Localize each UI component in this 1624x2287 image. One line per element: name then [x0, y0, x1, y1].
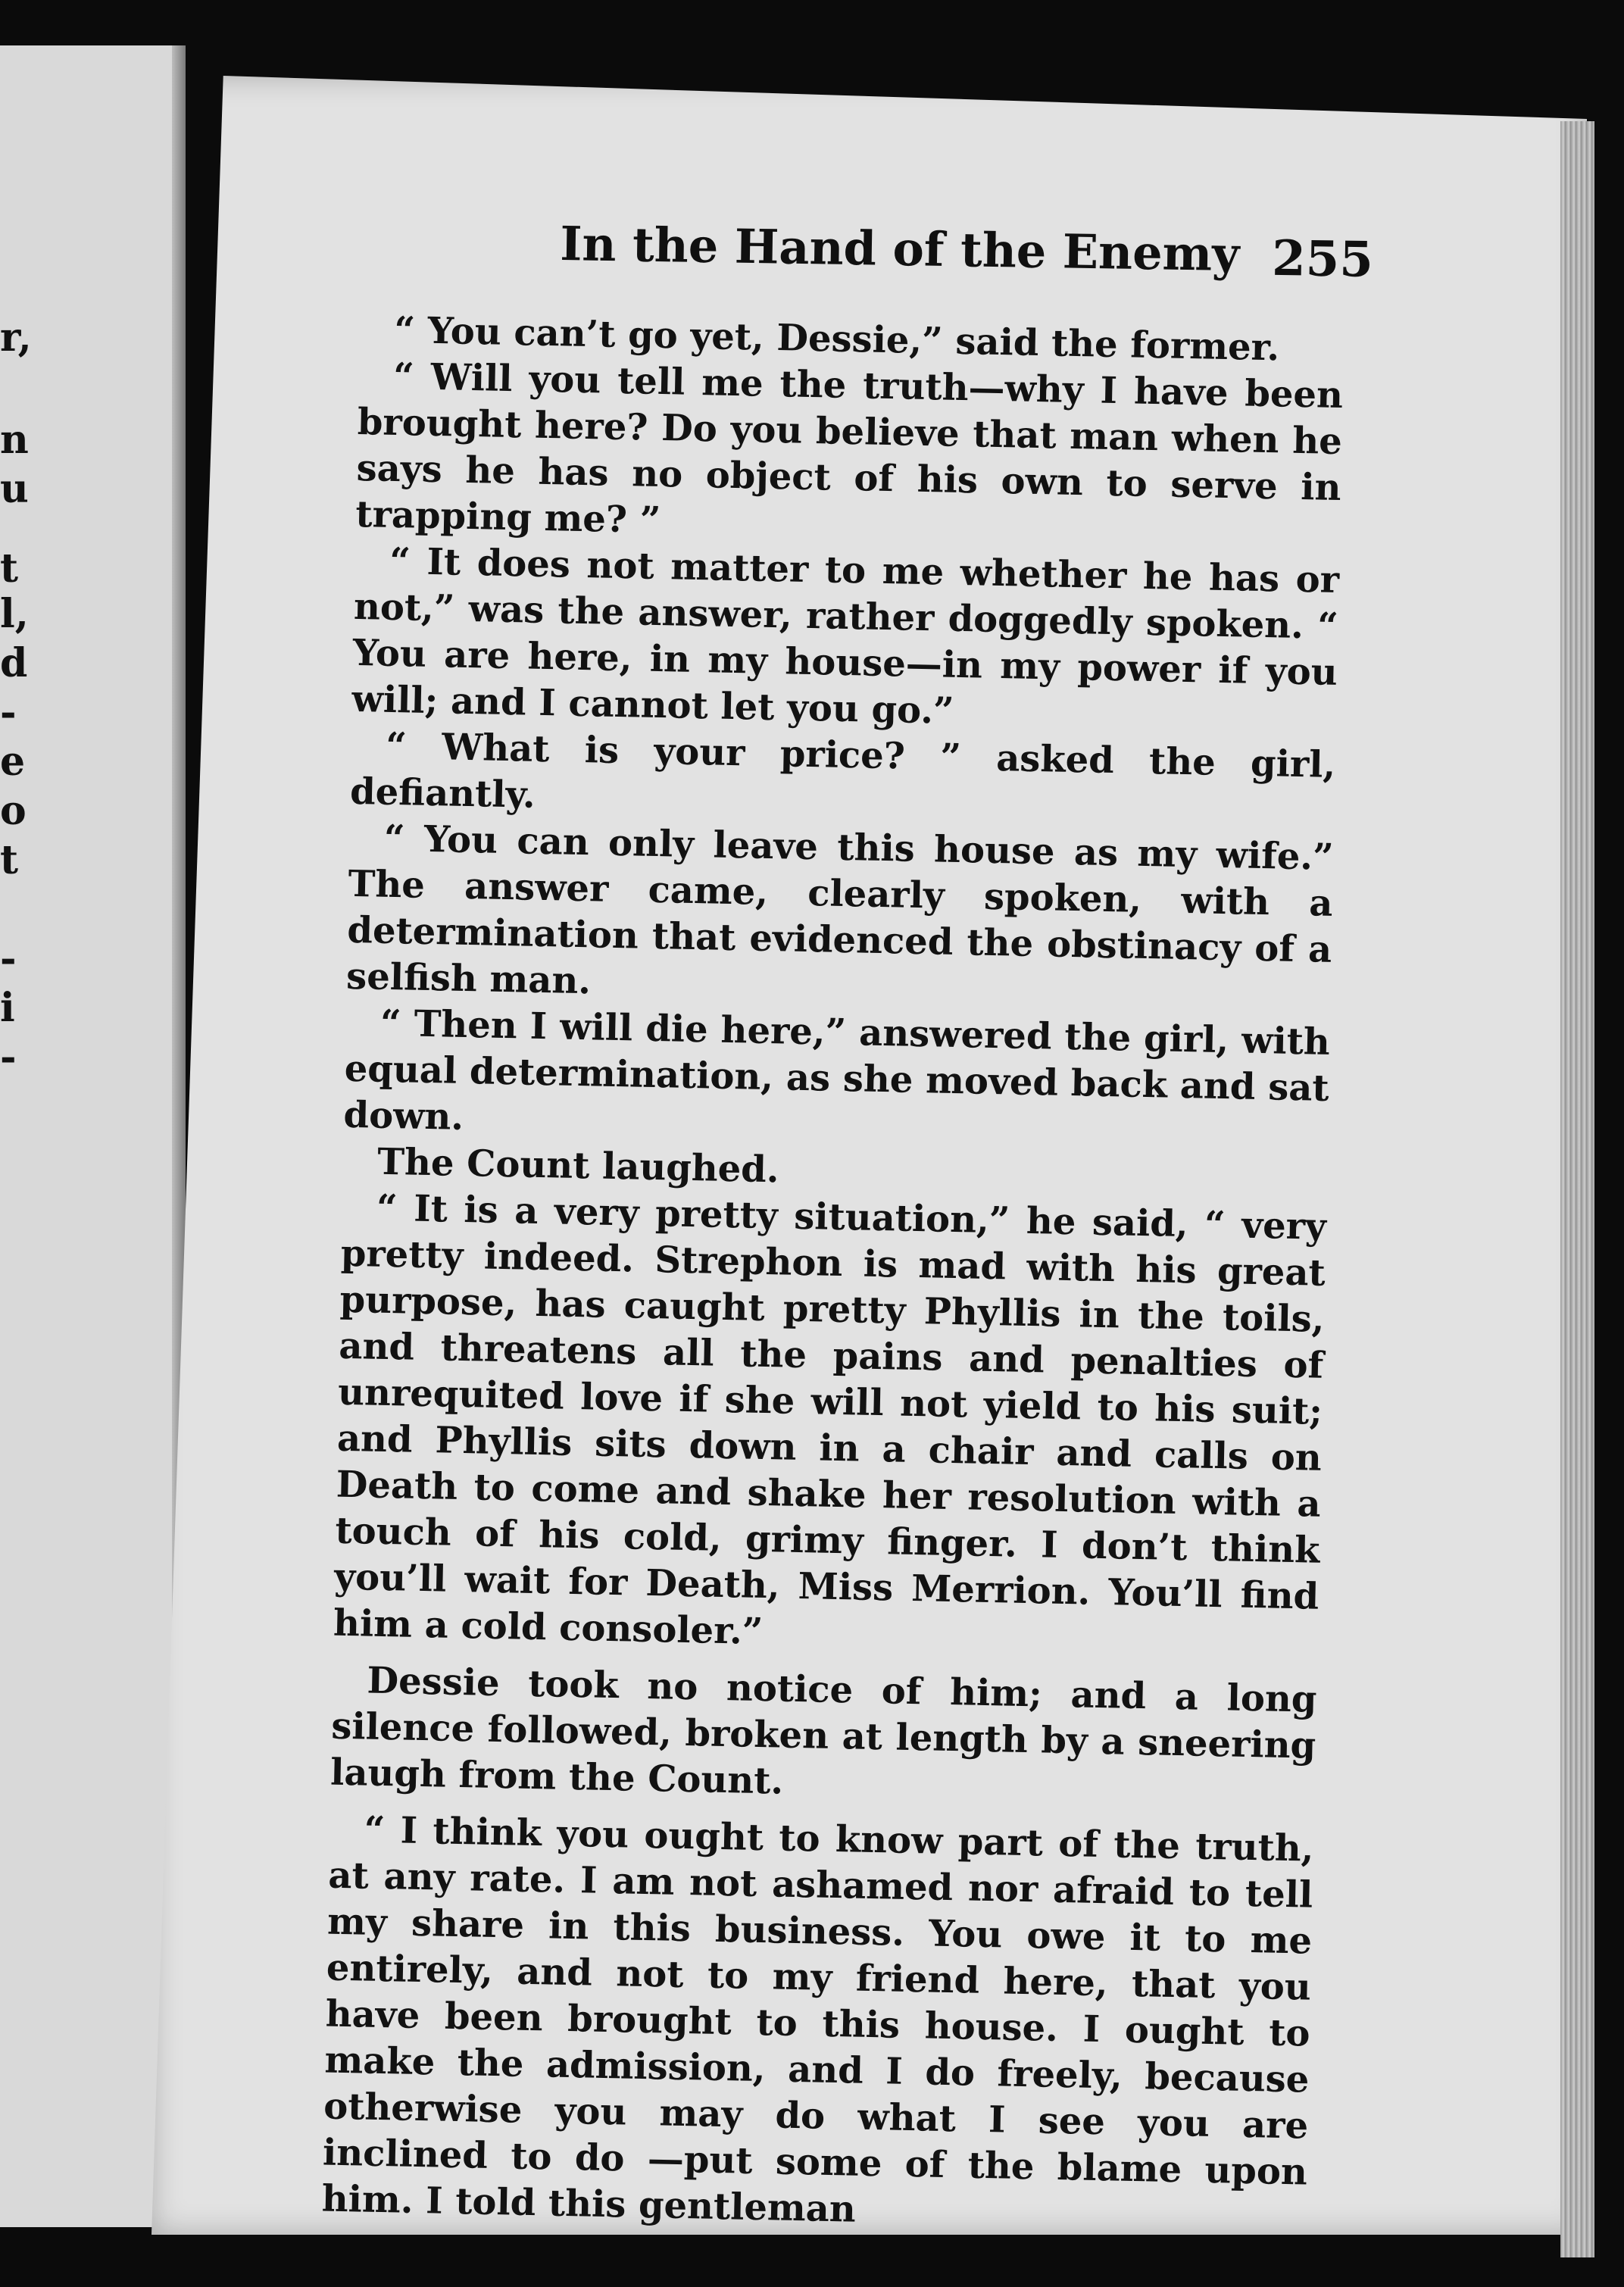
paragraph: “ What is your price? ” asked the girl, defiantly. [349, 724, 1336, 817]
left-page-fragment: l, [0, 591, 29, 637]
paragraph: “ You can only leave this house as my wife.” The answer came, clearly spoken, with a determination that evidenced the obstinacy of a selfish man. [345, 817, 1335, 1003]
paragraph: “ Will you tell me the truth—why I have been brought here? Do you believe that man when he says he has no object of his own to serve in trapping me? ” [354, 355, 1344, 542]
left-page-fragment: i [0, 985, 15, 1031]
left-page-fragment: e [0, 739, 26, 785]
left-page-fragment: u [0, 466, 29, 512]
paragraph: Dessie took no notice of him; and a long silence followed, broken at length by a sneering laugh from the Count. [329, 1659, 1317, 1803]
left-page-fragment: t [0, 545, 19, 592]
paragraph: “ Then I will die here,” answered the girl, with equal determination, as she moved back and sat down. [343, 1001, 1331, 1139]
left-page-fragment: n [0, 417, 29, 463]
left-page-fragment: o [0, 788, 27, 834]
paragraph: “ I think you ought to know part of the truth, at any rate. I am not ashamed nor afraid to tell my share in this business. You owe it to me entirely, and not to my friend here, that you have been brought to this house. I ought to make the admission, and I do freely, because otherwise you may do what I see you are inclined to do —put some of the blame upon him. I told this gentleman [321, 1808, 1314, 2231]
paragraph: “ You can’t go yet, Dessie,” said the former. [393, 308, 1280, 370]
left-facing-page [0, 45, 186, 2227]
running-title: In the Hand of the Enemy [559, 216, 1240, 283]
body-text [321, 307, 1344, 2242]
left-page-fragment: d [0, 640, 28, 686]
left-page-fragment: r, [0, 314, 32, 361]
left-page-fragment: t [0, 837, 19, 883]
paragraph: “ It does not matter to me whether he has or not,” was the answer, rather doggedly spoken. “ You are here, in my house—in my power if you will; and I cannot let you go.” [351, 539, 1340, 733]
page-header [559, 216, 1374, 296]
paragraph: “ It is a very pretty situation,” he said, “ very pretty indeed. Strephon is mad with his great purpose, has caught pretty Phyllis in the toils, and threatens all the pains and penalties of unrequited love if she will not yield to his suit; and Phyllis sits down in a chair and calls on Death to come and shake her resolution with a touch of his cold, grimy finger. I don’t think you’ll wait for Death, Miss Merrion. You’ll find him a cold consoler.” [333, 1186, 1327, 1654]
paragraph: The Count laughed. [376, 1140, 780, 1192]
left-page-fragment: - [0, 936, 17, 982]
left-page-fragment: - [0, 689, 17, 736]
page-number: 255 [1271, 230, 1374, 289]
left-page-fragment: - [0, 1034, 17, 1080]
page-edge-stack [1560, 121, 1594, 2257]
